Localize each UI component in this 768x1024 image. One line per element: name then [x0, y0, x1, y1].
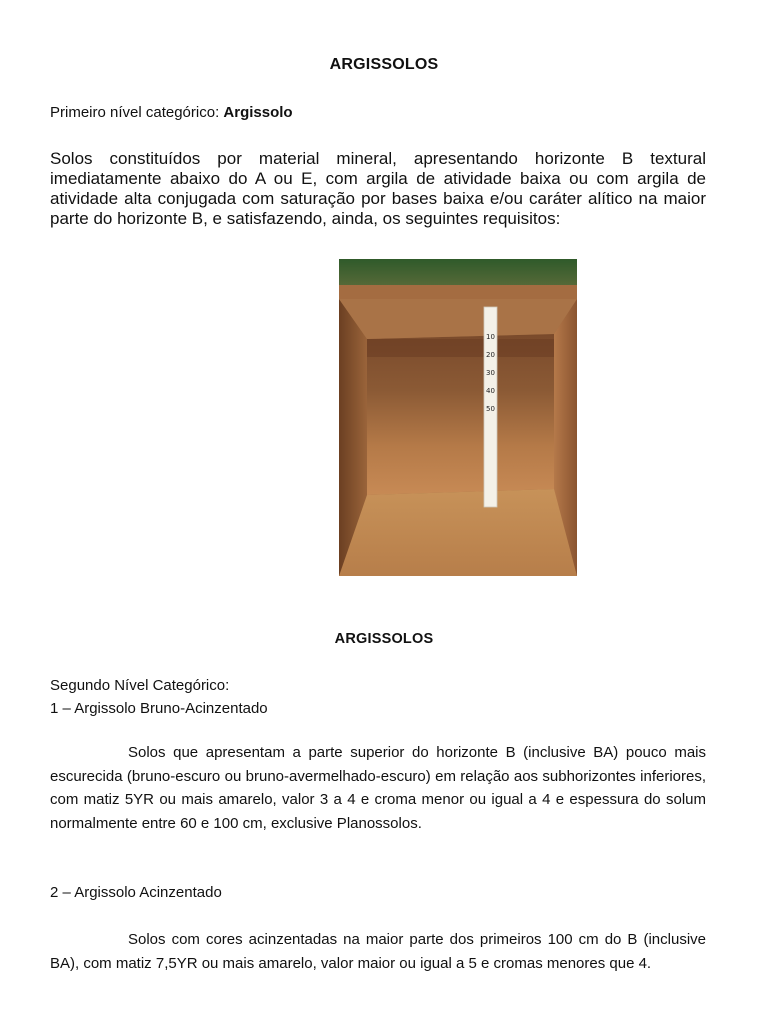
item1-paragraph: Solos que apresentam a parte superior do horizonte B (inclusive BA) pouco mais escurecida (bruno-escuro ou bruno-avermelhado-escuro) em relação aos subhorizontes inferiores, com matiz 5YR ou mais amarelo, valor 3 a 4 e croma menor ou igual a 4 e espessura do solum normalmente entre 60 e 100 cm, exclusive Planossolos. — [50, 744, 706, 832]
item2-title: 2 – Argissolo Acinzentado — [50, 884, 222, 901]
ruler-mark: 30 — [486, 369, 495, 377]
item1-title: 1 – Argissolo Bruno-Acinzentado — [50, 700, 268, 717]
intro-paragraph: Solos constituídos por material mineral, apresentando horizonte B textural imediatamente abaixo do A ou E, com argila de atividade baixa ou com argila de atividade alta conjugada com saturação por bases baixa e/ou caráter alítico na maior parte do horizonte B, e satisfazendo, ainda, os seguintes requisitos: — [50, 149, 706, 228]
ruler-mark: 20 — [486, 351, 495, 359]
page-title: ARGISSOLOS — [329, 56, 439, 73]
first-level-value: Argissolo — [223, 104, 293, 121]
soil-profile-photo — [339, 259, 577, 576]
item2-paragraph: Solos com cores acinzentadas na maior parte dos primeiros 100 cm do B (inclusive BA), com matiz 7,5YR ou mais amarelo, valor maior ou igual a 5 e cromas menores que 4. — [50, 931, 706, 972]
first-level-label: Primeiro nível categórico: — [50, 104, 224, 121]
ruler-mark: 40 — [486, 387, 495, 395]
first-level-line — [50, 104, 293, 121]
section-title: ARGISSOLOS — [334, 631, 434, 647]
ruler-mark: 10 — [486, 333, 495, 341]
second-level-label: Segundo Nível Categórico: — [50, 677, 230, 694]
ruler-mark: 50 — [486, 405, 495, 413]
